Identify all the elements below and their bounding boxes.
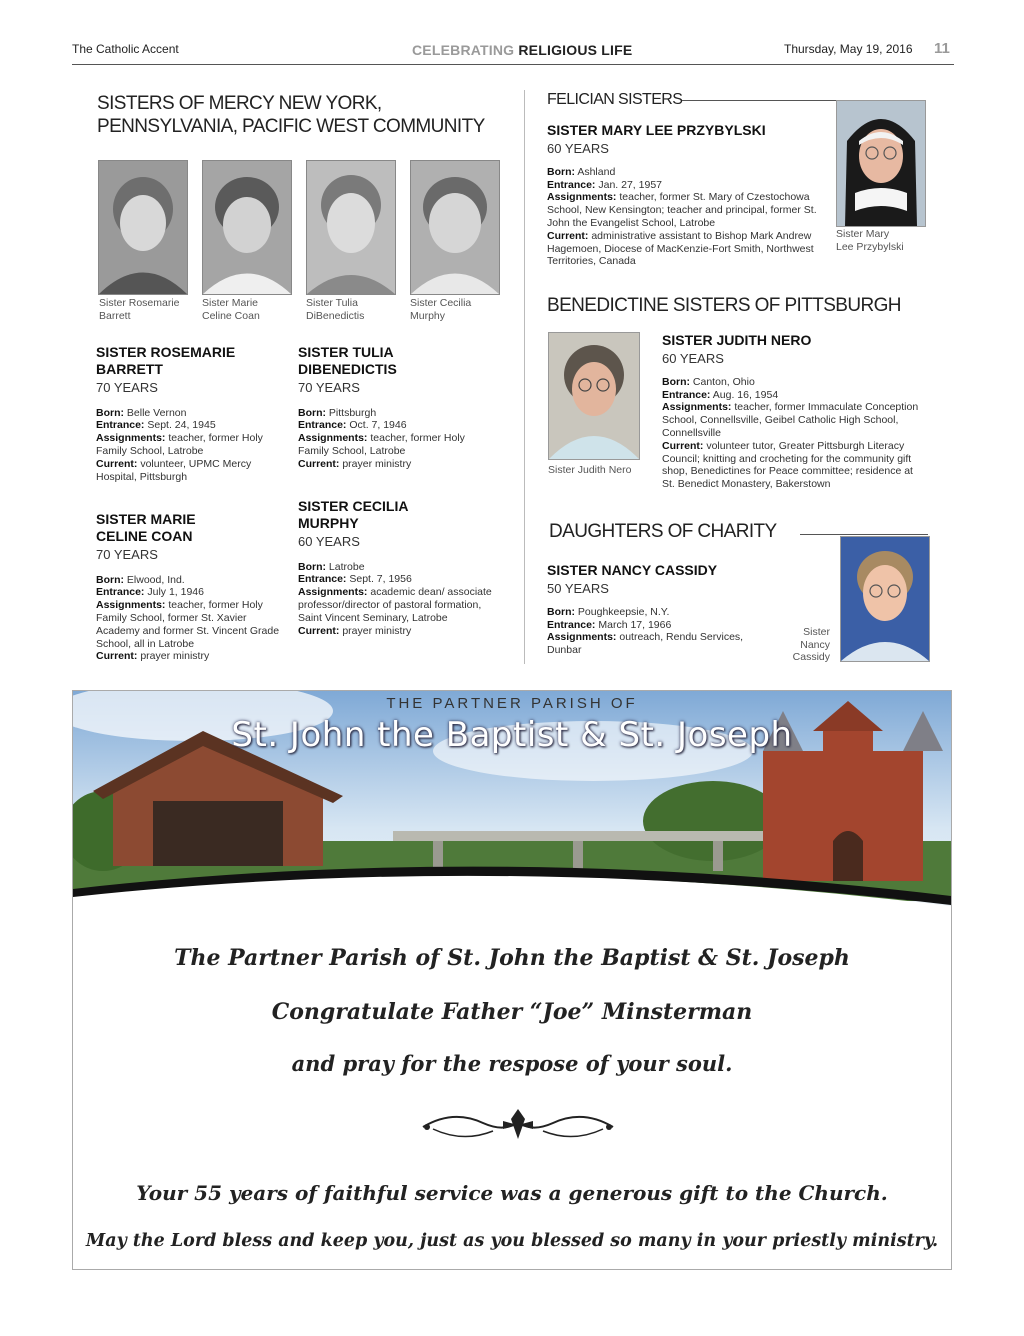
- bio: [547, 606, 777, 657]
- years-of-service: 60 YEARS: [662, 350, 724, 366]
- born-value: Ashland: [577, 165, 616, 178]
- assignments-line: [298, 586, 498, 624]
- born-value: Poughkeepsie, N.Y.: [577, 605, 670, 618]
- caption-mary-lee-przybylski: [836, 228, 926, 253]
- caption-line: Sister Rosemarie: [99, 297, 180, 309]
- profile-cecilia-murphy: [298, 498, 498, 637]
- entrance-line: [547, 619, 777, 632]
- assignments-line: [547, 631, 777, 657]
- current-value: volunteer, UPMC Mercy Hospital, Pittsburgh: [96, 457, 252, 483]
- entrance-label: Entrance:: [96, 419, 145, 432]
- profile-marie-celine-coan: [96, 511, 281, 663]
- mercy-title-line2: PENNSYLVANIA, PACIFIC WEST COMMUNITY: [97, 116, 485, 138]
- sister-name: [96, 344, 281, 378]
- page-number: 11: [934, 40, 950, 57]
- born-line: [298, 561, 498, 574]
- assignments-label: Assignments:: [298, 586, 368, 599]
- entrance-value: July 1, 1946: [147, 586, 204, 599]
- portrait-image: [307, 161, 395, 294]
- sister-name: [298, 498, 498, 532]
- portrait-image: [841, 537, 929, 661]
- profile-rosemarie-barrett: [96, 344, 281, 483]
- bio: [298, 407, 498, 471]
- ad-line-parish: The Partner Parish of St. John the Baptist & St. Joseph: [174, 945, 850, 971]
- born-value: Pittsburgh: [328, 406, 377, 419]
- caption-line: Lee Przybylski: [836, 240, 904, 253]
- years-of-service: 70 YEARS: [96, 379, 158, 395]
- assignments-label: Assignments:: [96, 432, 166, 445]
- current-value: prayer ministry: [342, 457, 412, 470]
- portrait-image: [203, 161, 291, 294]
- assignments-value: teacher, former Holy Family School, former St. Xavier Academy and former St. Vincent Grade School, all in Latrobe: [96, 599, 280, 650]
- born-line: [298, 407, 498, 420]
- caption-line: Sister Marie: [202, 297, 259, 309]
- charity-title-rule: [800, 534, 928, 535]
- current-line: [298, 458, 498, 471]
- ad-line-service: Your 55 years of faithful service was a generous gift to the Church.: [136, 1181, 888, 1205]
- current-value: administrative assistant to Bishop Mark Andrew Hagemoen, Diocese of MacKenzie-Fort Smith, Northwest Territories, Canada: [547, 229, 814, 268]
- name-line: SISTER CECILIA: [298, 498, 409, 514]
- photo-marie-celine-coan: [202, 160, 292, 295]
- bio: [96, 574, 281, 664]
- current-value: prayer ministry: [140, 650, 210, 663]
- current-label: Current:: [547, 229, 589, 242]
- born-label: Born:: [662, 375, 690, 388]
- entrance-label: Entrance:: [662, 388, 711, 401]
- photo-tulia-dibenedictis: [306, 160, 396, 295]
- photo-cecilia-murphy: [410, 160, 500, 295]
- assignments-label: Assignments:: [96, 599, 166, 612]
- entrance-value: Aug. 16, 1954: [712, 388, 779, 401]
- assignments-value: academic dean/ associate professor/director of pastoral formation, Saint Vincent Seminary, Latrobe: [298, 586, 492, 624]
- years-of-service: 70 YEARS: [298, 379, 360, 395]
- current-label: Current:: [662, 439, 704, 452]
- born-line: [96, 407, 281, 420]
- entrance-line: [96, 419, 281, 432]
- bio: [547, 166, 827, 268]
- caption-line: Barrett: [99, 309, 131, 322]
- entrance-line: [96, 586, 281, 599]
- assignments-line: [96, 432, 281, 458]
- sister-name: SISTER MARY LEE PRZYBYLSKI: [547, 122, 766, 138]
- profile-tulia-dibenedictis: [298, 344, 498, 471]
- born-label: Born:: [547, 605, 575, 618]
- portrait-image: [837, 101, 925, 226]
- caption-marie-celine-coan: [202, 297, 292, 322]
- issue-date: Thursday, May 19, 2016: [784, 42, 913, 56]
- charity-section-title: DAUGHTERS OF CHARITY: [549, 521, 777, 542]
- current-value: volunteer tutor, Greater Pittsburgh Literacy Council; knitting and crocheting for the community gift shop, Benedictines for Peace committee; residence at St. Benedict Monastery, Bakerstown: [662, 439, 913, 491]
- portrait-image: [411, 161, 499, 294]
- born-line: [662, 376, 928, 389]
- years-of-service: 50 YEARS: [547, 580, 609, 596]
- profile-mary-lee-przybylski: [547, 122, 827, 268]
- assignments-value: teacher, former Immaculate Conception School, Connellsville, Geibel Catholic High School, Connellsville: [662, 401, 919, 439]
- born-value: Latrobe: [328, 560, 365, 573]
- years-of-service: 60 YEARS: [547, 140, 609, 156]
- current-line: [96, 650, 281, 663]
- ornament-flourish-icon: [413, 1103, 623, 1147]
- born-value: Elwood, Ind.: [126, 573, 185, 586]
- photo-rosemarie-barrett: [98, 160, 188, 295]
- current-label: Current:: [298, 457, 340, 470]
- sister-name: [96, 511, 281, 545]
- caption-cecilia-murphy: [410, 297, 500, 322]
- born-label: Born:: [96, 573, 124, 586]
- caption-nancy-cassidy: [784, 626, 830, 664]
- photo-judith-nero: [548, 332, 640, 460]
- entrance-value: Oct. 7, 1946: [349, 419, 407, 432]
- years-of-service: 70 YEARS: [96, 546, 158, 562]
- entrance-label: Entrance:: [298, 573, 347, 586]
- caption-line: Sister Mary: [836, 228, 890, 240]
- entrance-line: [662, 389, 928, 402]
- caption-line: Sister Tulia: [306, 297, 358, 309]
- bio: [96, 407, 281, 484]
- caption-line: Nancy: [800, 638, 830, 651]
- caption-line: DiBenedictis: [306, 309, 365, 322]
- current-line: [662, 440, 928, 491]
- assignments-value: teacher, former St. Mary of Czestochowa School, New Kensington; teacher and principal, former St. John the Evangelist School, Latrobe: [547, 191, 817, 229]
- born-line: [96, 574, 281, 587]
- assignments-value: teacher, former Holy Family School, Latrobe: [96, 432, 263, 457]
- section-heading-dark: RELIGIOUS LIFE: [518, 42, 633, 58]
- ad-line-congratulate: Congratulate Father “Joe” Minsterman: [271, 999, 753, 1025]
- born-label: Born:: [298, 560, 326, 573]
- current-label: Current:: [96, 650, 138, 663]
- born-value: Belle Vernon: [126, 406, 187, 419]
- portrait-image: [549, 333, 639, 459]
- photo-mary-lee-przybylski: [836, 100, 926, 227]
- assignments-label: Assignments:: [298, 432, 368, 445]
- assignments-line: [298, 432, 498, 458]
- photo-nancy-cassidy: [840, 536, 930, 662]
- column-divider: [524, 90, 525, 664]
- portrait-image: [99, 161, 187, 294]
- born-line: [547, 606, 777, 619]
- partner-parish-ad: [72, 690, 952, 1270]
- current-value: prayer ministry: [342, 624, 412, 637]
- entrance-value: March 17, 1966: [598, 618, 672, 631]
- benedictine-section-title: BENEDICTINE SISTERS OF PITTSBURGH: [547, 295, 901, 316]
- assignments-label: Assignments:: [547, 191, 617, 204]
- section-heading-light: CELEBRATING: [412, 42, 515, 58]
- entrance-line: [298, 573, 498, 586]
- name-line: MURPHY: [298, 514, 359, 531]
- caption-line: Celine Coan: [202, 309, 260, 322]
- profile-judith-nero: [662, 332, 928, 491]
- sister-name: [298, 344, 498, 378]
- mercy-title-line1: SISTERS OF MERCY NEW YORK,: [97, 93, 382, 114]
- ad-kicker: THE PARTNER PARISH OF: [386, 695, 638, 712]
- entrance-value: Jan. 27, 1957: [598, 178, 662, 191]
- entrance-value: Sept. 7, 1956: [349, 573, 412, 586]
- entrance-label: Entrance:: [298, 419, 347, 432]
- assignments-value: outreach, Rendu Services, Dunbar: [547, 631, 744, 657]
- assignments-line: [547, 191, 827, 229]
- entrance-label: Entrance:: [547, 618, 596, 631]
- entrance-line: [547, 179, 827, 192]
- caption-line: Sister: [803, 626, 830, 638]
- header-rule: [72, 64, 954, 65]
- entrance-line: [298, 419, 498, 432]
- bio: [662, 376, 928, 491]
- name-line: BARRETT: [96, 360, 163, 377]
- born-line: [547, 166, 827, 179]
- current-label: Current:: [298, 624, 340, 637]
- entrance-label: Entrance:: [96, 586, 145, 599]
- name-line: SISTER TULIA: [298, 344, 394, 360]
- mercy-section-title: [97, 92, 517, 138]
- publication-name: The Catholic Accent: [72, 42, 179, 56]
- born-label: Born:: [298, 406, 326, 419]
- assignments-value: teacher, former Holy Family School, Latrobe: [298, 432, 465, 457]
- caption-line: Cassidy: [792, 651, 830, 664]
- name-line: CELINE COAN: [96, 527, 193, 544]
- caption-rosemarie-barrett: [99, 297, 189, 322]
- profile-nancy-cassidy: [547, 562, 777, 657]
- born-label: Born:: [96, 406, 124, 419]
- entrance-value: Sept. 24, 1945: [147, 419, 216, 432]
- caption-judith-nero: Sister Judith Nero: [548, 464, 632, 476]
- name-line: SISTER MARIE: [96, 511, 196, 527]
- entrance-label: Entrance:: [547, 178, 596, 191]
- ad-line-blessing: May the Lord bless and keep you, just as you blessed so many in your priestly ministry.: [85, 1231, 939, 1251]
- name-line: SISTER ROSEMARIE: [96, 344, 236, 360]
- assignments-line: [96, 599, 281, 650]
- current-line: [96, 458, 281, 484]
- assignments-line: [662, 401, 928, 439]
- sister-name: SISTER NANCY CASSIDY: [547, 562, 718, 578]
- born-label: Born:: [547, 165, 575, 178]
- current-label: Current:: [96, 457, 138, 470]
- caption-line: Sister Cecilia: [410, 297, 472, 309]
- bio: [298, 561, 498, 638]
- name-line: DIBENEDICTIS: [298, 360, 397, 377]
- felician-section-title: FELICIAN SISTERS: [547, 91, 683, 108]
- caption-line: Murphy: [410, 309, 446, 322]
- assignments-label: Assignments:: [547, 631, 617, 644]
- ad-line-pray: and pray for the respose of your soul.: [291, 1051, 733, 1076]
- ad-banner-title: St. John the Baptist & St. Joseph: [231, 715, 793, 755]
- current-line: [298, 625, 498, 638]
- assignments-label: Assignments:: [662, 401, 732, 414]
- current-line: [547, 230, 827, 268]
- sister-name: SISTER JUDITH NERO: [662, 332, 812, 348]
- section-heading: [412, 42, 632, 58]
- caption-tulia-dibenedictis: [306, 297, 396, 322]
- born-value: Canton, Ohio: [692, 375, 755, 388]
- years-of-service: 60 YEARS: [298, 533, 360, 549]
